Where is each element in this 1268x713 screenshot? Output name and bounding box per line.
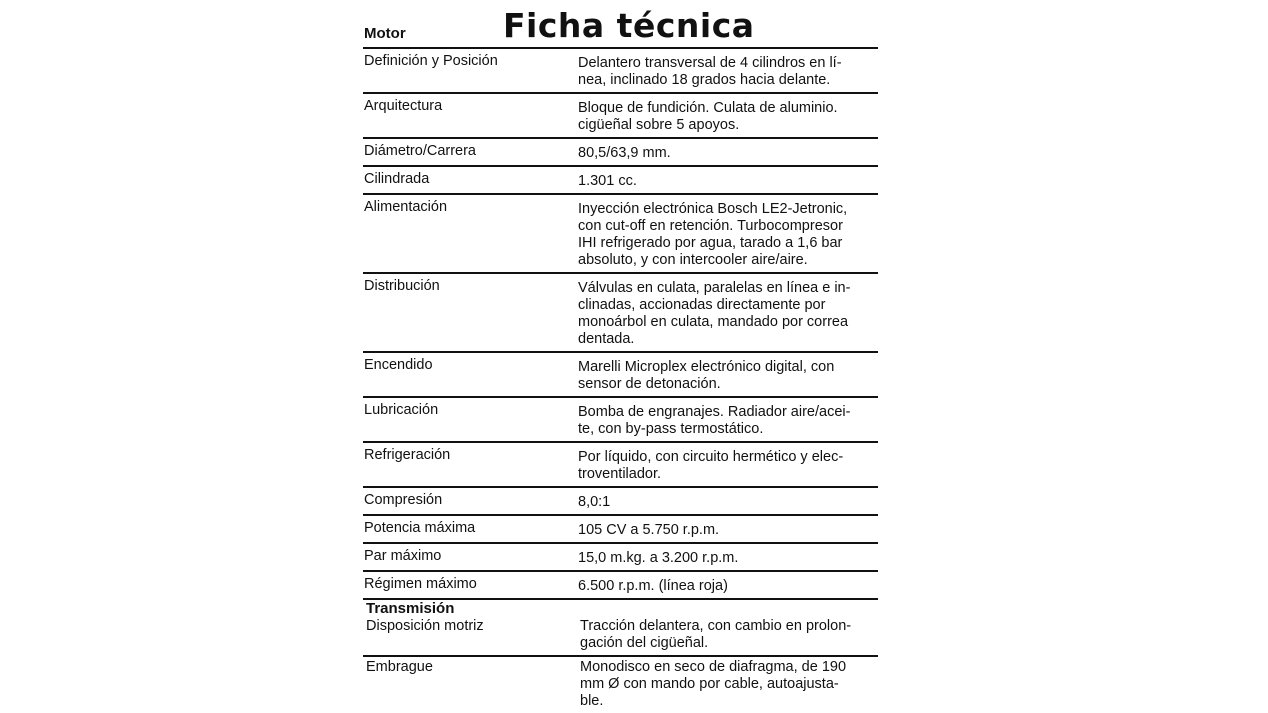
spec-value-line: con cut-off en retención. Turbocompresor: [578, 218, 843, 234]
spec-key: Par máximo: [364, 548, 442, 564]
spec-row: [363, 488, 878, 516]
spec-value-line: Delantero transversal de 4 cilindros en lí-: [578, 55, 842, 71]
spec-value-line: Válvulas en culata, paralelas en línea e in-: [578, 280, 851, 296]
spec-value-line: troventilador.: [578, 466, 662, 482]
spec-key: Cilindrada: [364, 171, 430, 187]
spec-key: Definición y Posición: [364, 53, 498, 69]
spec-value: [578, 488, 878, 514]
spec-row: [363, 139, 878, 167]
spec-value-line: absoluto, y con intercooler aire/aire.: [578, 252, 808, 268]
spec-value-line: te, con by-pass termostático.: [578, 421, 764, 437]
spec-row: [363, 398, 878, 443]
spec-value: [578, 274, 878, 351]
spec-row: [363, 443, 878, 488]
spec-key: Lubricación: [364, 402, 439, 418]
spec-value-line: 6.500 r.p.m. (línea roja): [578, 578, 728, 594]
spec-value-line: clinadas, accionadas directamente por: [578, 297, 826, 313]
spec-value-line: nea, inclinado 18 grados hacia delante.: [578, 72, 831, 88]
spec-value: [578, 443, 878, 486]
spec-row: [363, 47, 878, 94]
transmision-section-label: Transmisión: [366, 600, 455, 617]
spec-value-line: Tracción delantera, con cambio en prolon-: [580, 618, 852, 634]
spec-value-line: 8,0:1: [578, 494, 611, 510]
spec-value-line: ble.: [580, 693, 604, 709]
spec-key: Potencia máxima: [364, 520, 476, 536]
spec-value-line: IHI refrigerado por agua, tarado a 1,6 bar: [578, 235, 843, 251]
spec-value-line: 15,0 m.kg. a 3.200 r.p.m.: [578, 550, 739, 566]
spec-key: Diámetro/Carrera: [364, 143, 476, 159]
spec-value-line: Monodisco en seco de diafragma, de 190: [580, 659, 847, 675]
spec-value-line: 80,5/63,9 mm.: [578, 145, 671, 161]
spec-value-line: sensor de detonación.: [578, 376, 721, 392]
spec-key: Régimen máximo: [364, 576, 477, 592]
page-title: Ficha técnica: [503, 6, 755, 45]
spec-key: Refrigeración: [364, 447, 451, 463]
spec-value-line: dentada.: [578, 331, 635, 347]
spec-value: [580, 657, 878, 713]
spec-value-line: 105 CV a 5.750 r.p.m.: [578, 522, 720, 538]
spec-row: [363, 516, 878, 544]
spec-value: [578, 139, 878, 165]
spec-row: [363, 274, 878, 353]
spec-value-line: Inyección electrónica Bosch LE2-Jetronic,: [578, 201, 848, 217]
motor-spec-table: [363, 47, 878, 600]
spec-value: [580, 616, 878, 655]
spec-value-line: 1.301 cc.: [578, 173, 637, 189]
spec-sheet: [363, 0, 878, 713]
motor-section-label: Motor: [364, 25, 406, 42]
spec-value: [578, 94, 878, 137]
spec-key: Disposición motriz: [366, 618, 484, 634]
spec-key: Embrague: [366, 659, 433, 675]
spec-value: [578, 49, 878, 92]
spec-value-line: Marelli Microplex electrónico digital, con: [578, 359, 835, 375]
spec-value: [578, 516, 878, 542]
spec-row: [363, 616, 878, 657]
spec-value-line: monoárbol en culata, mandado por correa: [578, 314, 849, 330]
spec-row: [363, 195, 878, 274]
spec-value: [578, 167, 878, 193]
spec-row: [363, 572, 878, 600]
spec-value: [578, 572, 878, 598]
spec-row: [363, 167, 878, 195]
spec-value-line: Bomba de engranajes. Radiador aire/acei-: [578, 404, 851, 420]
spec-key: Compresión: [364, 492, 443, 508]
spec-value-line: gación del cigüeñal.: [580, 635, 709, 651]
spec-value: [578, 544, 878, 570]
spec-value-line: cigüeñal sobre 5 apoyos.: [578, 117, 740, 133]
spec-row: [363, 544, 878, 572]
spec-value-line: Por líquido, con circuito hermético y elec-: [578, 449, 844, 465]
spec-row: [363, 657, 878, 713]
spec-row: [363, 94, 878, 139]
spec-value-line: mm Ø con mando por cable, autoajusta-: [580, 676, 839, 692]
spec-value-line: Bloque de fundición. Culata de aluminio.: [578, 100, 838, 116]
spec-row: [363, 353, 878, 398]
spec-value: [578, 398, 878, 441]
spec-key: Encendido: [364, 357, 433, 373]
spec-key: Distribución: [364, 278, 440, 294]
spec-value: [578, 353, 878, 396]
spec-key: Arquitectura: [364, 98, 443, 114]
spec-key: Alimentación: [364, 199, 448, 215]
spec-value: [578, 195, 878, 272]
transmision-spec-table: [363, 616, 878, 713]
